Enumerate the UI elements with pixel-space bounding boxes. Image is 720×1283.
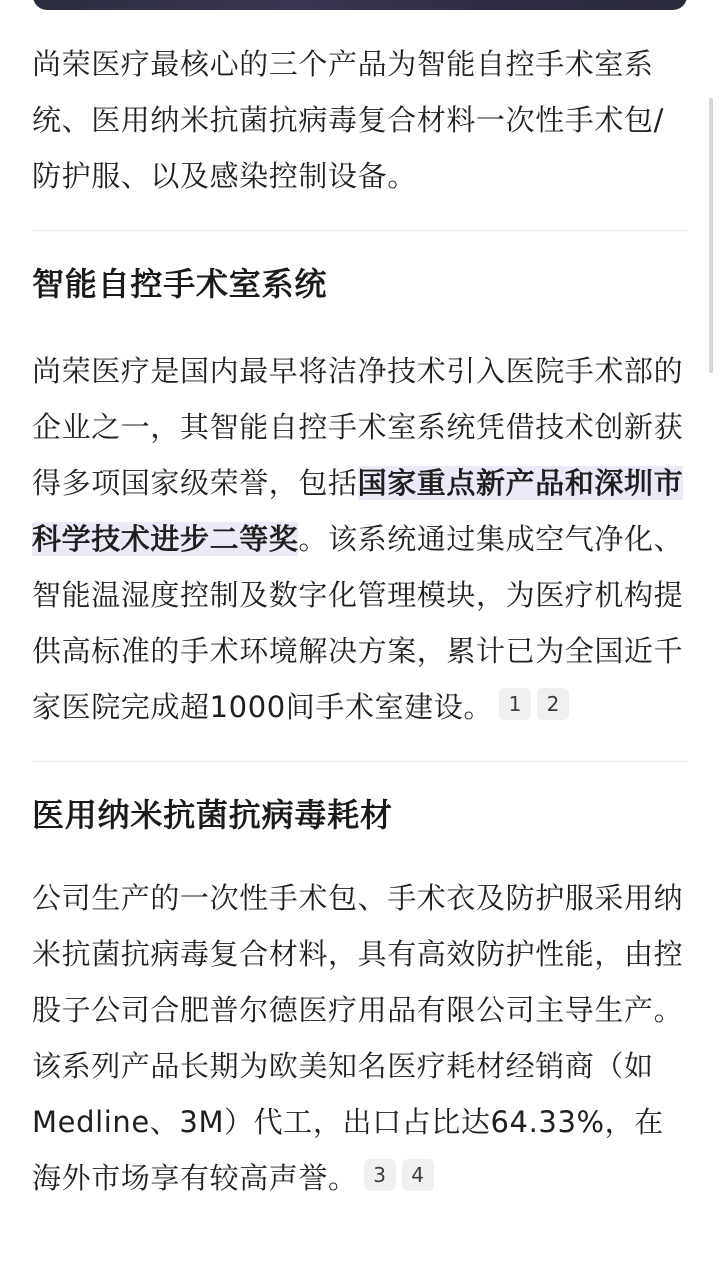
scrollbar-thumb[interactable] — [709, 98, 713, 373]
intro-paragraph — [32, 36, 688, 204]
section-title-operating-room: 智能自控手术室系统 — [32, 265, 328, 303]
section-divider — [32, 230, 688, 231]
citation-badge[interactable]: 1 — [499, 688, 531, 720]
citation-badge[interactable]: 3 — [364, 1159, 396, 1191]
header-image[interactable] — [33, 0, 687, 10]
operating-room-text-after: 。该系统通过集成空气净化、智能温湿度控制及数字化管理模块，为医疗机构提供高标准的手术环境解决方案，累计已为全国近千家医院完成超1000间手术室建设。 — [32, 522, 684, 724]
operating-room-text-before: 尚荣医疗是国内最早将洁净技术引入医院手术部的企业之一，其智能自控手术室系统凭借技术创新获得多项国家级荣誉，包括 — [32, 354, 684, 500]
citation-badge[interactable]: 4 — [402, 1159, 434, 1191]
section-title-nano-materials: 医用纳米抗菌抗病毒耗材 — [32, 796, 393, 834]
article-content — [32, 36, 688, 1206]
highlight-national-key-product: 国家重点新产品 — [357, 466, 565, 500]
highlight-shenzhen-award: 深圳市科学技术进步二等奖 — [32, 466, 684, 556]
section-divider — [32, 761, 688, 762]
highlight-connector: 和 — [564, 466, 595, 500]
citation-badge[interactable]: 2 — [537, 688, 569, 720]
nano-materials-text: 公司生产的一次性手术包、手术衣及防护服采用纳米抗菌抗病毒复合材料，具有高效防护性能，由控股子公司合肥普尔德医疗用品有限公司主导生产。该系列产品长期为欧美知名医疗耗材经销商（如Medline、3M）代工，出口占比达64.33%，在海外市场享有较高声誉。 — [32, 881, 684, 1195]
intro-text: 尚荣医疗最核心的三个产品为智能自控手术室系统、医用纳米抗菌抗病毒复合材料一次性手术包/防护服、以及感染控制设备。 — [32, 47, 664, 193]
nano-materials-paragraph — [32, 870, 688, 1206]
operating-room-paragraph — [32, 343, 688, 735]
